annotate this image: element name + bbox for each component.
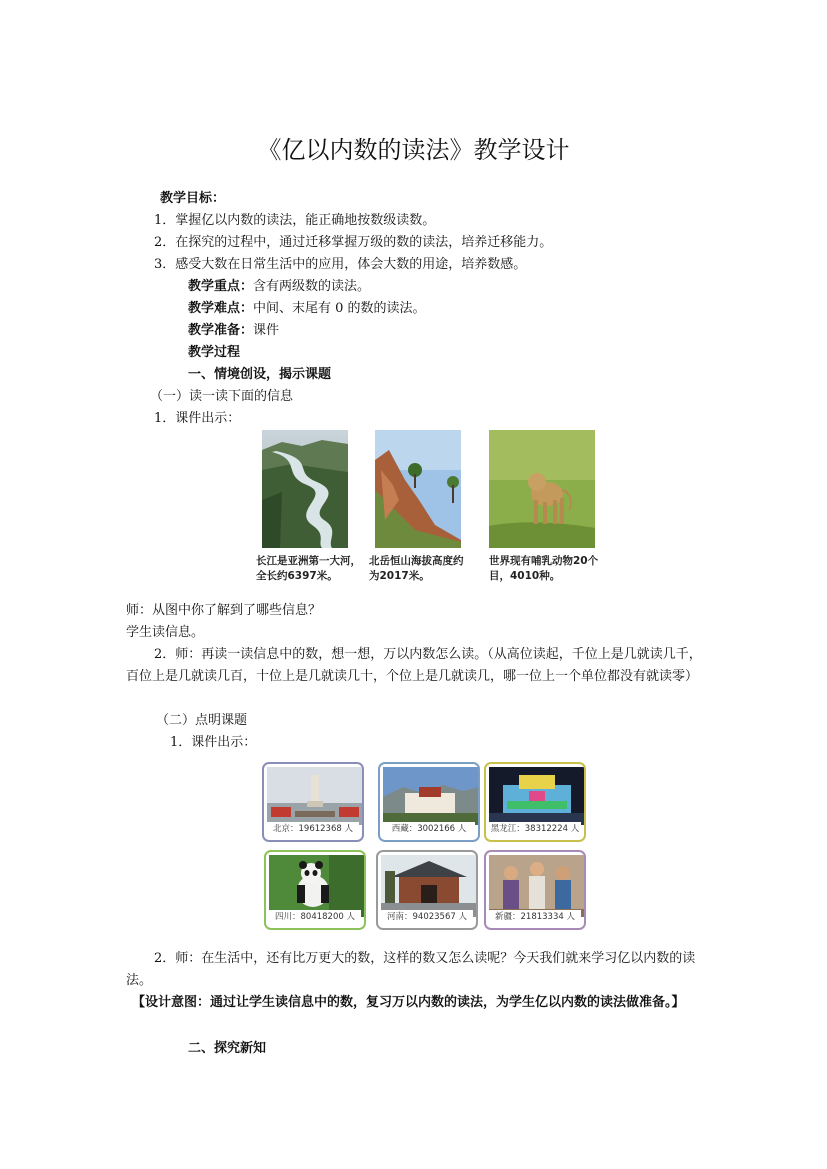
objective-item: 2．在探究的过程中，通过迁移掌握万级的数的读法，培养迁移能力。 (154, 235, 553, 250)
difficulty (188, 298, 426, 320)
lion-cub-photo (489, 430, 595, 548)
section1-heading: 一、情境创设，揭示课题 (188, 367, 332, 382)
preparation-label: 教学准备： (188, 323, 254, 338)
population-cards (262, 762, 592, 940)
item-3: 1．课件出示： (170, 735, 257, 750)
info-photos (254, 430, 614, 590)
pop-card-sichuan (264, 850, 366, 930)
pop-card-label: 四川：80418200 人 (269, 910, 361, 925)
photo-caption-mammals: 世界现有哺乳动物20个目，4010种。 (489, 555, 599, 582)
difficulty-label: 教学难点： (188, 301, 254, 316)
hengshan-mountain-photo (375, 430, 461, 548)
pop-card-beijing (262, 762, 364, 842)
key-point-label: 教学重点： (188, 279, 254, 294)
panda-icon (269, 855, 365, 917)
pop-card-label: 西藏：3002166 人 (383, 822, 475, 837)
item-2: 2．师：再读一读信息中的数，想一想，万以内数怎么读。（从高位读起，千位上是几就读几千，百位上是几就读几百，十位上是几就读几十，个位上是几就读几，哪一位上一个单位都没有就读零） (126, 647, 702, 684)
page-title: 《亿以内数的读法》教学设计 (257, 136, 570, 164)
objectives-heading: 教学目标： (160, 191, 226, 206)
difficulty-text: 中间、末尾有 0 的数的读法。 (253, 301, 426, 316)
pop-card-label: 北京：19612368 人 (267, 822, 359, 837)
section2-heading: 二、探究新知 (188, 1041, 267, 1056)
item-1: 1．课件出示： (154, 411, 241, 426)
xinjiang-people-icon (489, 855, 585, 917)
pop-card-tibet (378, 762, 480, 842)
student-activity: 学生读信息。 (126, 625, 205, 640)
item-4: 2．师：在生活中，还有比万更大的数，这样的数又怎么读呢？今天我们就来学习亿以内数的读法。 (126, 951, 696, 988)
objective-item: 1．掌握亿以内数的读法，能正确地按数级读数。 (154, 213, 436, 228)
sub-heading-1: （一）读一读下面的信息 (150, 389, 294, 404)
key-point-text: 含有两级数的读法。 (253, 279, 371, 294)
teacher-question: 师：从图中你了解到了哪些信息？ (126, 603, 322, 618)
pop-card-heilongjiang (484, 762, 586, 842)
tiananmen-square-icon (267, 767, 363, 825)
design-intent: 【设计意图：通过让学生读信息中的数，复习万以内数的读法，为学生亿以内数的读法做准备。】 (132, 995, 685, 1010)
photo-caption-yangtze: 长江是亚洲第一大河，全长约6397米。 (256, 555, 361, 582)
shaolin-temple-icon (381, 855, 477, 917)
ice-festival-icon (489, 767, 585, 825)
yangtze-river-photo (262, 430, 348, 548)
pop-card-label: 黑龙江：38312224 人 (489, 822, 581, 837)
sub-heading-2: （二）点明课题 (156, 713, 248, 728)
potala-palace-icon (383, 767, 479, 825)
pop-card-xinjiang (484, 850, 586, 930)
preparation (188, 320, 279, 342)
objective-item: 3．感受大数在日常生活中的应用，体会大数的用途，培养数感。 (154, 257, 527, 272)
preparation-text: 课件 (253, 323, 280, 338)
pop-card-label: 河南：94023567 人 (381, 910, 473, 925)
photo-caption-hengshan: 北岳恒山海拔高度约为2017米。 (369, 555, 464, 582)
process-heading: 教学过程 (188, 345, 241, 360)
pop-card-henan (376, 850, 478, 930)
pop-card-label: 新疆：21813334 人 (489, 910, 581, 925)
key-point (188, 276, 370, 298)
